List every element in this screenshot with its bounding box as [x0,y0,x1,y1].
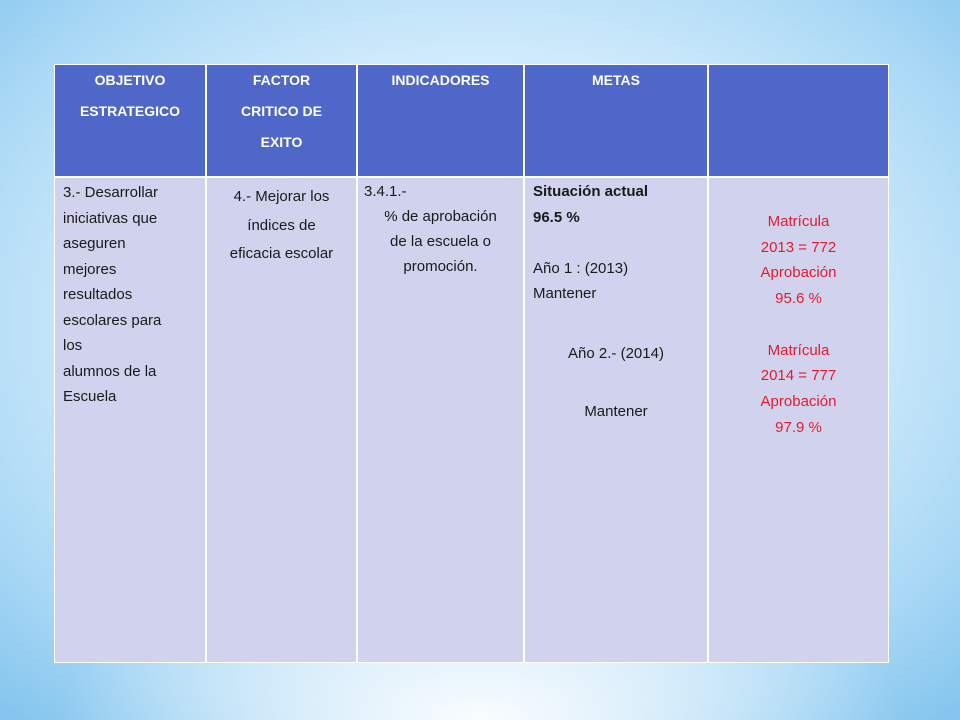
indicador-line: % de aprobación [384,208,497,225]
spacer [709,312,888,338]
objetivo-line: mejores [63,260,117,278]
resultado-2013-line: 2013 = 772 [760,238,837,256]
cell-objetivo [55,178,205,662]
header-cell-factor-critico [207,65,356,176]
header-cell-metas [525,65,707,176]
resultado-2013-line: Matrícula [767,213,830,230]
header-text: FACTOR [252,72,311,88]
objetivo-line: 3.- Desarrollar [63,184,159,201]
year2-goal: Mantener [584,403,648,420]
objetivo-line: los [63,337,83,354]
objetivo-line: iniciativas que [63,209,158,227]
indicador-code: 3.4.1.- [364,183,407,200]
cell-factor [207,178,356,662]
header-cell-empty [709,65,888,176]
year1-goal: Mantener [533,285,597,302]
cell-metas [525,178,707,662]
header-text: EXITO [260,134,303,150]
metas-text [533,179,648,307]
objetivo-line: escolares para [63,311,162,329]
indicador-text [358,204,523,279]
indicador-line: de la escuela o [390,233,491,250]
factor-line: eficacia escolar [229,245,334,262]
header-text: ESTRATEGICO [79,103,181,119]
factor-text [207,183,356,269]
factor-line: 4.- Mejorar los [233,188,330,205]
header-text: CRITICO DE [241,103,322,119]
objetivo-line: aseguren [63,235,126,252]
header-text: OBJETIVO [94,72,166,88]
objetivo-line: alumnos de la [63,362,157,380]
spacer [533,230,648,256]
resultado-2014-line: 2014 = 777 [760,367,837,385]
strategic-goals-table [54,64,889,663]
resultado-2014-line: 97.9 % [775,418,822,436]
objetivo-line: Escuela [63,388,117,405]
header-text: INDICADORES [391,72,490,88]
year1-label: Año 1 : (2013) [533,259,629,277]
factor-line: índices de [247,216,316,234]
resultado-2014-line: Matrícula [767,341,830,359]
header-cell-indicadores [358,65,523,176]
objetivo-text [63,180,161,410]
indicador-line: promoción. [403,258,478,275]
resultado-2014-line: Aprobación [760,392,837,410]
cell-resultados [709,178,888,662]
header-text: METAS [592,72,640,88]
resultado-2013-line: Aprobación [760,264,837,282]
resultado-2013-line: 95.6 % [775,290,822,308]
year2-label: Año 2.- (2014) [568,345,664,362]
header-cell-objetivo-estrategico [55,65,205,176]
status-label: Situación actual [533,183,649,200]
cell-indicador [358,178,523,662]
status-value: 96.5 % [533,208,580,226]
objetivo-line: resultados [63,286,133,303]
resultados-text [709,209,888,440]
